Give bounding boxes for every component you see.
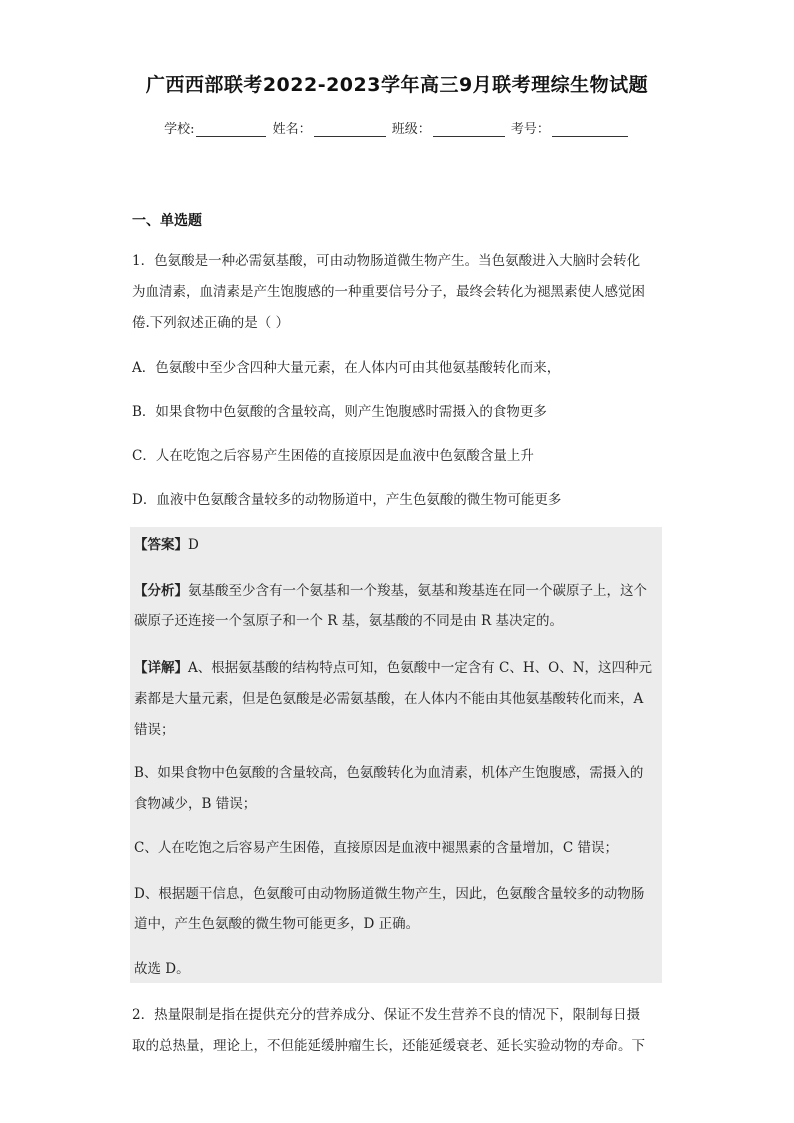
detail-a-line-1 [134,653,660,684]
class-blank [433,122,505,137]
school-label: 学校: [164,122,195,137]
analysis-text-1: 氨基酸至少含有一个氨基和一个羧基，氨基和羧基连在同一个碳原子上，这个 [188,583,647,599]
exam-no-blank [552,122,628,137]
analysis-tag: 【分析】 [134,583,188,599]
page-title: 广西西部联考2022-2023学年高三9月联考理综生物试题 [145,74,649,96]
detail-d-line-1: D、根据题干信息，色氨酸可由动物肠道微生物产生，因此，色氨酸含量较多的动物肠 [134,886,645,902]
q1-stem-line-1: 1．色氨酸是一种必需氨基酸，可由动物肠道微生物产生。当色氨酸进入大脑时会转化 [132,253,641,269]
section-title: 一、单选题 [132,213,202,229]
student-info-line [0,118,794,137]
detail-tag: 【详解】 [134,660,188,676]
q1-option-d: D．血液中色氨酸含量较多的动物肠道中，产生色氨酸的微生物可能更多 [132,492,562,508]
analysis-line-1 [134,576,660,607]
conclusion-line: 故选 D。 [134,961,190,977]
detail-c-line-1: C、人在吃饱之后容易产生困倦，直接原因是血液中褪黑素的含量增加，C 错误； [134,840,618,856]
detail-b-line-2: 食物减少，B 错误； [134,796,257,812]
name-blank [314,122,386,137]
exam-no-label: 考号： [510,122,550,137]
analysis-line-2: 碳原子还连接一个氢原子和一个 R 基，氨基酸的不同是由 R 基决定的。 [134,613,563,629]
detail-a-text-1: A、根据氨基酸的结构特点可知，色氨酸中一定含有 C、H、O、N，这四种元 [188,660,653,676]
detail-a-line-3: 错误； [134,722,175,738]
q2-stem-line-1: 2．热量限制是指在提供充分的营养成分、保证不发生营养不良的情况下，限制每日摄 [132,1007,641,1023]
q1-stem-line-2: 为血清素，血清素是产生饱腹感的一种重要信号分子，最终会转化为褪黑素使人感觉困 [132,284,645,300]
answer-value: D [188,537,199,553]
q1-option-b: B．如果食物中色氨酸的含量较高，则产生饱腹感时需摄入的食物更多 [132,404,547,420]
school-blank [196,122,266,137]
q2-stem-line-2: 取的总热量，理论上，不但能延缓肿瘤生长，还能延缓衰老、延长实验动物的寿命。下 [132,1038,645,1054]
q1-stem-line-3: 倦.下列叙述正确的是（ ） [132,315,290,331]
detail-a-line-2: 素都是大量元素，但是色氨酸是必需氨基酸，在人体内不能由其他氨基酸转化而来，A [134,691,644,707]
name-label: 姓名： [272,122,312,137]
q1-option-a: A．色氨酸中至少含四种大量元素，在人体内可由其他氨基酸转化而来， [132,360,561,376]
class-label: 班级： [391,122,431,137]
detail-b-line-1: B、如果食物中色氨酸的含量较高，色氨酸转化为血清素，机体产生饱腹感，需摄入的 [134,765,644,781]
answer-tag: 【答案】 [134,537,188,553]
detail-d-line-2: 道中，产生色氨酸的微生物可能更多，D 正确。 [134,916,420,932]
answer-line [134,530,660,561]
q1-option-c: C．人在吃饱之后容易产生困倦的直接原因是血液中色氨酸含量上升 [132,448,534,464]
